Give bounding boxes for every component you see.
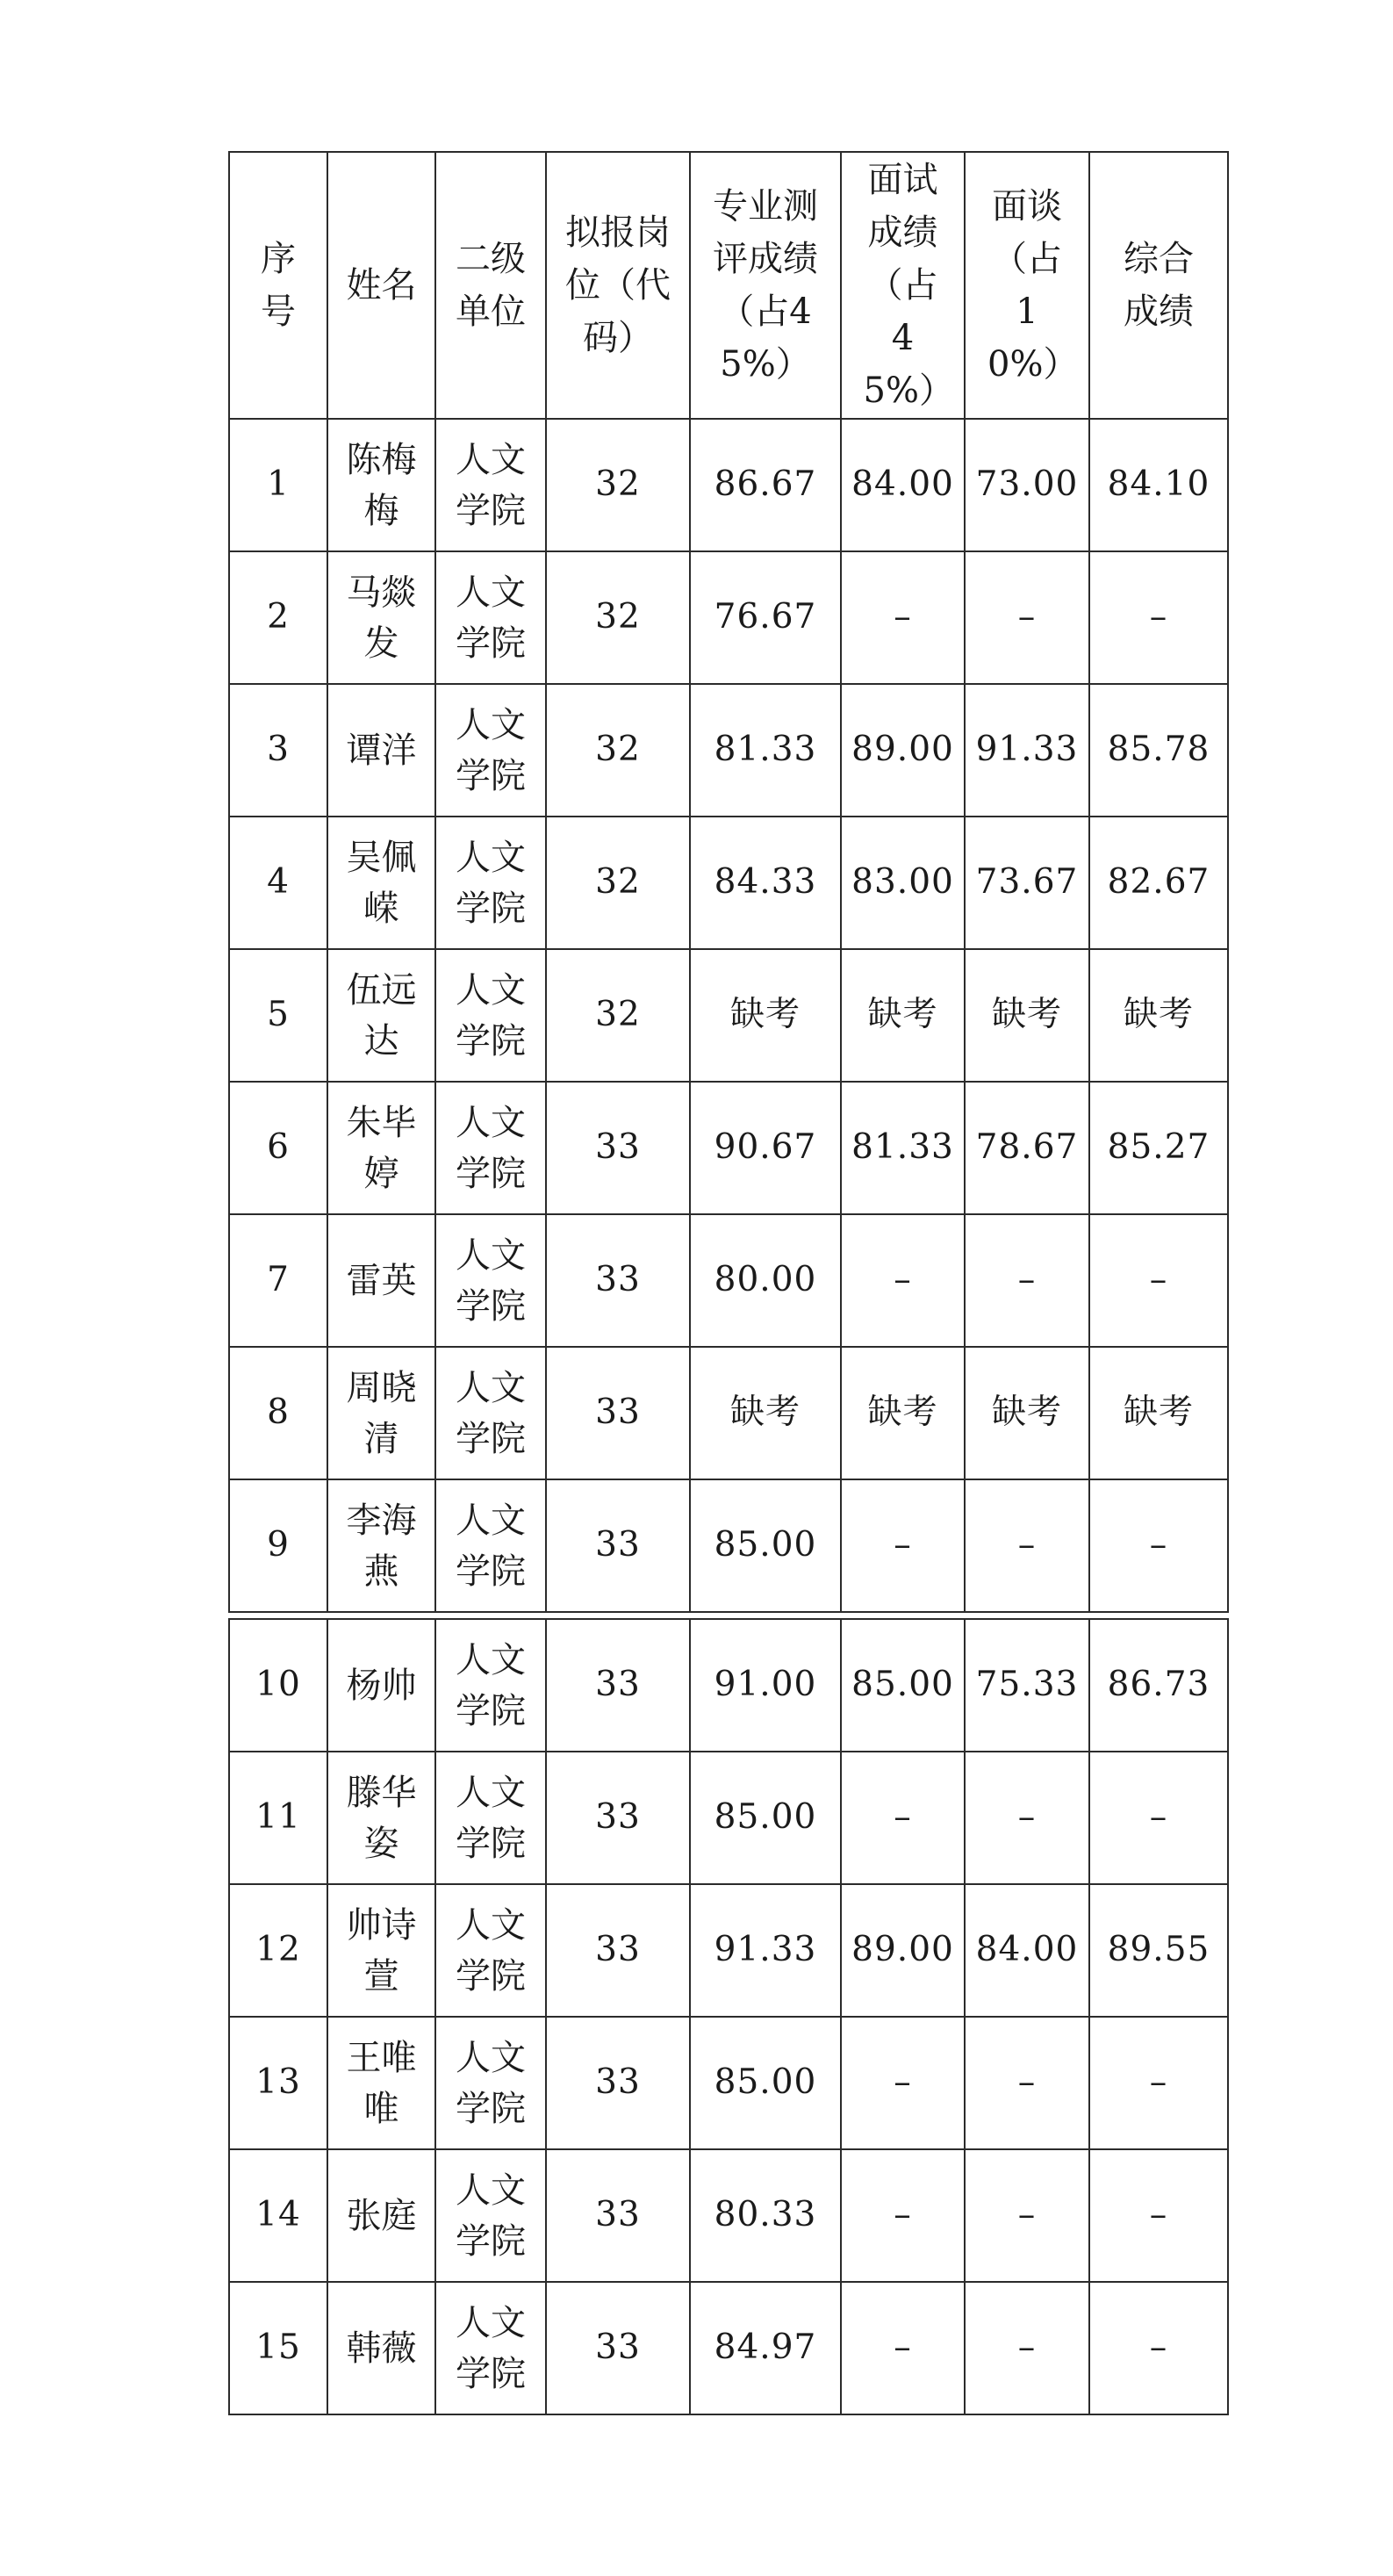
cell-unit: [435, 419, 546, 551]
cell-professional-score: [690, 2017, 841, 2149]
cell-text: 13: [255, 2062, 301, 2103]
cell-text: 6: [267, 1127, 290, 1168]
cell-interview-score: [841, 1214, 965, 1347]
cell-text: 4: [267, 862, 290, 903]
cell-text: 15: [255, 2328, 301, 2368]
cell-text: 杨帅: [346, 1665, 417, 1706]
cell-text: 人文学院: [456, 1639, 526, 1731]
cell-text: 周晓清: [346, 1367, 417, 1459]
cell-text: 人文学院: [456, 2169, 526, 2262]
cell-name: [327, 2282, 435, 2414]
cell-text: –: [1017, 597, 1037, 637]
cell-unit: [435, 817, 546, 949]
table-row: [229, 419, 1228, 551]
cell-text: 缺考: [991, 995, 1062, 1035]
cell-talk-score: [965, 1752, 1089, 1884]
table-row: [229, 1479, 1228, 1612]
cell-position: [546, 1752, 690, 1884]
cell-talk-score: [965, 684, 1089, 817]
cell-text: –: [894, 2062, 912, 2103]
table-row: [229, 1214, 1228, 1347]
cell-unit: [435, 1479, 546, 1612]
cell-text: 32: [595, 995, 641, 1035]
cell-name: [327, 949, 435, 1082]
cell-total-score: [1089, 1347, 1228, 1479]
cell-seq: [229, 2149, 327, 2282]
cell-unit: [435, 551, 546, 684]
cell-position: [546, 949, 690, 1082]
cell-position: [546, 419, 690, 551]
cell-total-score: [1089, 2149, 1228, 2282]
cell-name: [327, 2149, 435, 2282]
cell-text: 滕华姿: [346, 1772, 417, 1864]
cell-text: 10: [255, 1665, 301, 1705]
cell-total-score: [1089, 1619, 1228, 1752]
cell-text: 90.67: [714, 1127, 817, 1168]
cell-text: 马燚发: [346, 572, 417, 664]
cell-name: [327, 1347, 435, 1479]
cell-text: 帅诗萱: [346, 1904, 417, 1997]
cell-text: 85.00: [714, 1525, 817, 1565]
cell-name: [327, 2017, 435, 2149]
header-unit: 二级单位: [435, 152, 546, 419]
cell-text: 82.67: [1107, 862, 1210, 903]
cell-talk-score: [965, 2017, 1089, 2149]
cell-text: –: [1017, 1797, 1037, 1838]
cell-talk-score: [965, 2282, 1089, 2414]
cell-name: [327, 1214, 435, 1347]
cell-text: 91.00: [714, 1665, 817, 1705]
cell-talk-score: [965, 2149, 1089, 2282]
table-row: [229, 2149, 1228, 2282]
cell-talk-score: [965, 1619, 1089, 1752]
cell-text: 缺考: [1123, 1392, 1194, 1433]
cell-seq: [229, 1214, 327, 1347]
header-name: 姓名: [327, 152, 435, 419]
cell-text: 91.33: [714, 1930, 817, 1970]
cell-professional-score: [690, 2282, 841, 2414]
table-row: [229, 1752, 1228, 1884]
cell-text: 人文学院: [456, 1904, 526, 1997]
cell-text: 14: [255, 2195, 301, 2235]
cell-total-score: [1089, 1884, 1228, 2017]
cell-name: [327, 684, 435, 817]
cell-seq: [229, 551, 327, 684]
cell-position: [546, 2282, 690, 2414]
cell-name: [327, 1752, 435, 1884]
cell-total-score: [1089, 419, 1228, 551]
cell-text: 人文学院: [456, 1102, 526, 1194]
score-table-part-1: [228, 151, 1229, 1613]
cell-interview-score: [841, 1752, 965, 1884]
table-row: [229, 551, 1228, 684]
cell-seq: [229, 1619, 327, 1752]
cell-talk-score: [965, 1347, 1089, 1479]
cell-interview-score: [841, 684, 965, 817]
header-professional-score: 专业测评成绩（占45%）: [690, 152, 841, 419]
cell-name: [327, 817, 435, 949]
cell-talk-score: [965, 949, 1089, 1082]
cell-seq: [229, 949, 327, 1082]
score-table-part-2: [228, 1618, 1229, 2415]
cell-text: 84.00: [975, 1930, 1079, 1970]
cell-text: –: [1017, 2062, 1037, 2103]
cell-unit: [435, 1752, 546, 1884]
header-total-score: 综合成绩: [1089, 152, 1228, 419]
cell-text: 85.00: [851, 1665, 954, 1705]
cell-text: 2: [267, 597, 290, 637]
cell-text: –: [1017, 2328, 1037, 2368]
cell-text: 80.00: [714, 1260, 817, 1300]
cell-talk-score: [965, 1479, 1089, 1612]
cell-text: 伍远达: [346, 969, 417, 1061]
cell-total-score: [1089, 1082, 1228, 1214]
cell-text: –: [1149, 1260, 1168, 1300]
cell-text: 73.67: [975, 862, 1079, 903]
cell-name: [327, 1884, 435, 2017]
table-row: [229, 1347, 1228, 1479]
cell-text: 33: [595, 1127, 641, 1168]
cell-text: 78.67: [975, 1127, 1079, 1168]
cell-unit: [435, 1214, 546, 1347]
cell-text: –: [894, 597, 912, 637]
cell-text: 人文学院: [456, 1500, 526, 1592]
cell-interview-score: [841, 2282, 965, 2414]
cell-total-score: [1089, 1214, 1228, 1347]
cell-text: 王唯唯: [346, 2037, 417, 2129]
cell-unit: [435, 684, 546, 817]
cell-text: 32: [595, 464, 641, 505]
cell-text: 80.33: [714, 2195, 817, 2235]
cell-interview-score: [841, 1479, 965, 1612]
cell-professional-score: [690, 1082, 841, 1214]
cell-seq: [229, 2282, 327, 2414]
cell-text: –: [894, 1260, 912, 1300]
cell-seq: [229, 1479, 327, 1612]
cell-position: [546, 2149, 690, 2282]
cell-professional-score: [690, 1752, 841, 1884]
cell-text: –: [894, 2328, 912, 2368]
cell-text: 33: [595, 2328, 641, 2368]
cell-text: 3: [267, 730, 290, 770]
cell-text: 5: [267, 995, 290, 1035]
cell-talk-score: [965, 817, 1089, 949]
cell-text: 缺考: [729, 1392, 801, 1433]
cell-text: 84.97: [714, 2328, 817, 2368]
cell-text: –: [894, 1525, 912, 1565]
cell-text: 83.00: [851, 862, 954, 903]
cell-text: 86.73: [1107, 1665, 1210, 1705]
cell-unit: [435, 949, 546, 1082]
cell-text: 陈梅梅: [346, 439, 417, 531]
cell-position: [546, 2017, 690, 2149]
cell-talk-score: [965, 1214, 1089, 1347]
cell-text: –: [1017, 2195, 1037, 2235]
table-row: [229, 2282, 1228, 2414]
cell-text: 85.00: [714, 2062, 817, 2103]
cell-text: 谭洋: [346, 730, 417, 771]
cell-professional-score: [690, 1619, 841, 1752]
cell-text: 33: [595, 1930, 641, 1970]
cell-total-score: [1089, 551, 1228, 684]
cell-text: –: [1149, 2195, 1168, 2235]
header-talk-score: 面谈（占10%）: [965, 152, 1089, 419]
cell-text: –: [894, 1797, 912, 1838]
cell-text: 73.00: [975, 464, 1079, 505]
cell-professional-score: [690, 1214, 841, 1347]
header-position: 拟报岗位（代码）: [546, 152, 690, 419]
cell-interview-score: [841, 419, 965, 551]
cell-seq: [229, 817, 327, 949]
cell-professional-score: [690, 2149, 841, 2282]
cell-text: 85.00: [714, 1797, 817, 1838]
cell-position: [546, 1347, 690, 1479]
cell-text: 33: [595, 1797, 641, 1838]
cell-text: 85.78: [1107, 730, 1210, 770]
cell-interview-score: [841, 2017, 965, 2149]
cell-text: 11: [255, 1797, 301, 1838]
cell-interview-score: [841, 551, 965, 684]
cell-text: 人文学院: [456, 969, 526, 1061]
cell-interview-score: [841, 1619, 965, 1752]
cell-text: 1: [267, 464, 290, 505]
cell-unit: [435, 2017, 546, 2149]
cell-text: 86.67: [714, 464, 817, 505]
cell-text: –: [1149, 597, 1168, 637]
cell-text: 吴佩嵘: [346, 837, 417, 929]
cell-professional-score: [690, 419, 841, 551]
cell-text: 76.67: [714, 597, 817, 637]
cell-text: 32: [595, 597, 641, 637]
table-row: [229, 1082, 1228, 1214]
cell-unit: [435, 1884, 546, 2017]
cell-text: –: [1017, 1525, 1037, 1565]
cell-seq: [229, 1082, 327, 1214]
cell-professional-score: [690, 949, 841, 1082]
cell-unit: [435, 2149, 546, 2282]
cell-text: 人文学院: [456, 2302, 526, 2394]
table-row: [229, 2017, 1228, 2149]
cell-text: 84.00: [851, 464, 954, 505]
cell-seq: [229, 2017, 327, 2149]
cell-text: 缺考: [1123, 995, 1194, 1035]
cell-text: 人文学院: [456, 572, 526, 664]
cell-talk-score: [965, 419, 1089, 551]
cell-text: 12: [255, 1930, 301, 1970]
cell-unit: [435, 1082, 546, 1214]
cell-text: 缺考: [867, 995, 938, 1035]
cell-seq: [229, 1347, 327, 1479]
cell-name: [327, 1082, 435, 1214]
cell-text: 8: [267, 1392, 290, 1433]
cell-text: 人文学院: [456, 1367, 526, 1459]
cell-text: –: [1149, 2328, 1168, 2368]
cell-interview-score: [841, 817, 965, 949]
cell-interview-score: [841, 1884, 965, 2017]
cell-position: [546, 684, 690, 817]
table-row: [229, 1619, 1228, 1752]
cell-total-score: [1089, 684, 1228, 817]
cell-text: 缺考: [729, 995, 801, 1035]
cell-talk-score: [965, 551, 1089, 684]
cell-unit: [435, 2282, 546, 2414]
cell-text: 89.00: [851, 1930, 954, 1970]
cell-text: 9: [267, 1525, 290, 1565]
cell-professional-score: [690, 1479, 841, 1612]
cell-total-score: [1089, 1479, 1228, 1612]
table-row: [229, 1884, 1228, 2017]
cell-text: 李海燕: [346, 1500, 417, 1592]
cell-name: [327, 1479, 435, 1612]
cell-professional-score: [690, 1884, 841, 2017]
cell-seq: [229, 1884, 327, 2017]
cell-text: 32: [595, 862, 641, 903]
cell-text: 91.33: [975, 730, 1079, 770]
cell-total-score: [1089, 949, 1228, 1082]
cell-text: 81.33: [851, 1127, 954, 1168]
cell-position: [546, 1884, 690, 2017]
cell-interview-score: [841, 1082, 965, 1214]
cell-text: –: [1017, 1260, 1037, 1300]
cell-text: 33: [595, 1525, 641, 1565]
cell-position: [546, 551, 690, 684]
cell-total-score: [1089, 2017, 1228, 2149]
cell-text: 85.27: [1107, 1127, 1210, 1168]
cell-talk-score: [965, 1884, 1089, 2017]
cell-text: 人文学院: [456, 2037, 526, 2129]
table-row: [229, 817, 1228, 949]
cell-seq: [229, 419, 327, 551]
cell-talk-score: [965, 1082, 1089, 1214]
cell-text: 张庭: [346, 2195, 417, 2236]
header-interview-score: 面试成绩（占45%）: [841, 152, 965, 419]
cell-text: 雷英: [346, 1260, 417, 1301]
cell-total-score: [1089, 817, 1228, 949]
cell-text: 人文学院: [456, 837, 526, 929]
cell-seq: [229, 684, 327, 817]
cell-total-score: [1089, 1752, 1228, 1884]
cell-unit: [435, 1619, 546, 1752]
table-row: [229, 949, 1228, 1082]
cell-text: –: [1149, 1797, 1168, 1838]
cell-position: [546, 1214, 690, 1347]
cell-professional-score: [690, 1347, 841, 1479]
table-row: [229, 684, 1228, 817]
cell-interview-score: [841, 2149, 965, 2282]
cell-text: –: [1149, 1525, 1168, 1565]
cell-interview-score: [841, 1347, 965, 1479]
cell-text: 朱毕婷: [346, 1102, 417, 1194]
cell-name: [327, 1619, 435, 1752]
cell-text: 人文学院: [456, 1234, 526, 1327]
cell-position: [546, 817, 690, 949]
cell-text: 89.00: [851, 730, 954, 770]
table-header-row: [229, 152, 1228, 419]
cell-professional-score: [690, 551, 841, 684]
cell-text: 33: [595, 2062, 641, 2103]
cell-text: 33: [595, 2195, 641, 2235]
cell-text: 33: [595, 1260, 641, 1300]
cell-text: 缺考: [867, 1392, 938, 1433]
cell-seq: [229, 1752, 327, 1884]
cell-text: 32: [595, 730, 641, 770]
cell-text: –: [894, 2195, 912, 2235]
cell-text: 7: [267, 1260, 290, 1300]
cell-unit: [435, 1347, 546, 1479]
cell-text: 人文学院: [456, 704, 526, 796]
cell-text: 75.33: [975, 1665, 1079, 1705]
cell-text: 33: [595, 1665, 641, 1705]
cell-text: 84.10: [1107, 464, 1210, 505]
cell-position: [546, 1619, 690, 1752]
cell-name: [327, 419, 435, 551]
cell-text: 韩薇: [346, 2328, 417, 2369]
cell-text: 人文学院: [456, 439, 526, 531]
cell-text: 人文学院: [456, 1772, 526, 1864]
cell-interview-score: [841, 949, 965, 1082]
cell-professional-score: [690, 817, 841, 949]
cell-professional-score: [690, 684, 841, 817]
cell-text: 缺考: [991, 1392, 1062, 1433]
cell-text: 81.33: [714, 730, 817, 770]
cell-text: 33: [595, 1392, 641, 1433]
cell-total-score: [1089, 2282, 1228, 2414]
cell-text: 89.55: [1107, 1930, 1210, 1970]
cell-position: [546, 1479, 690, 1612]
cell-text: 84.33: [714, 862, 817, 903]
cell-text: –: [1149, 2062, 1168, 2103]
cell-position: [546, 1082, 690, 1214]
cell-name: [327, 551, 435, 684]
header-seq: 序号: [229, 152, 327, 419]
